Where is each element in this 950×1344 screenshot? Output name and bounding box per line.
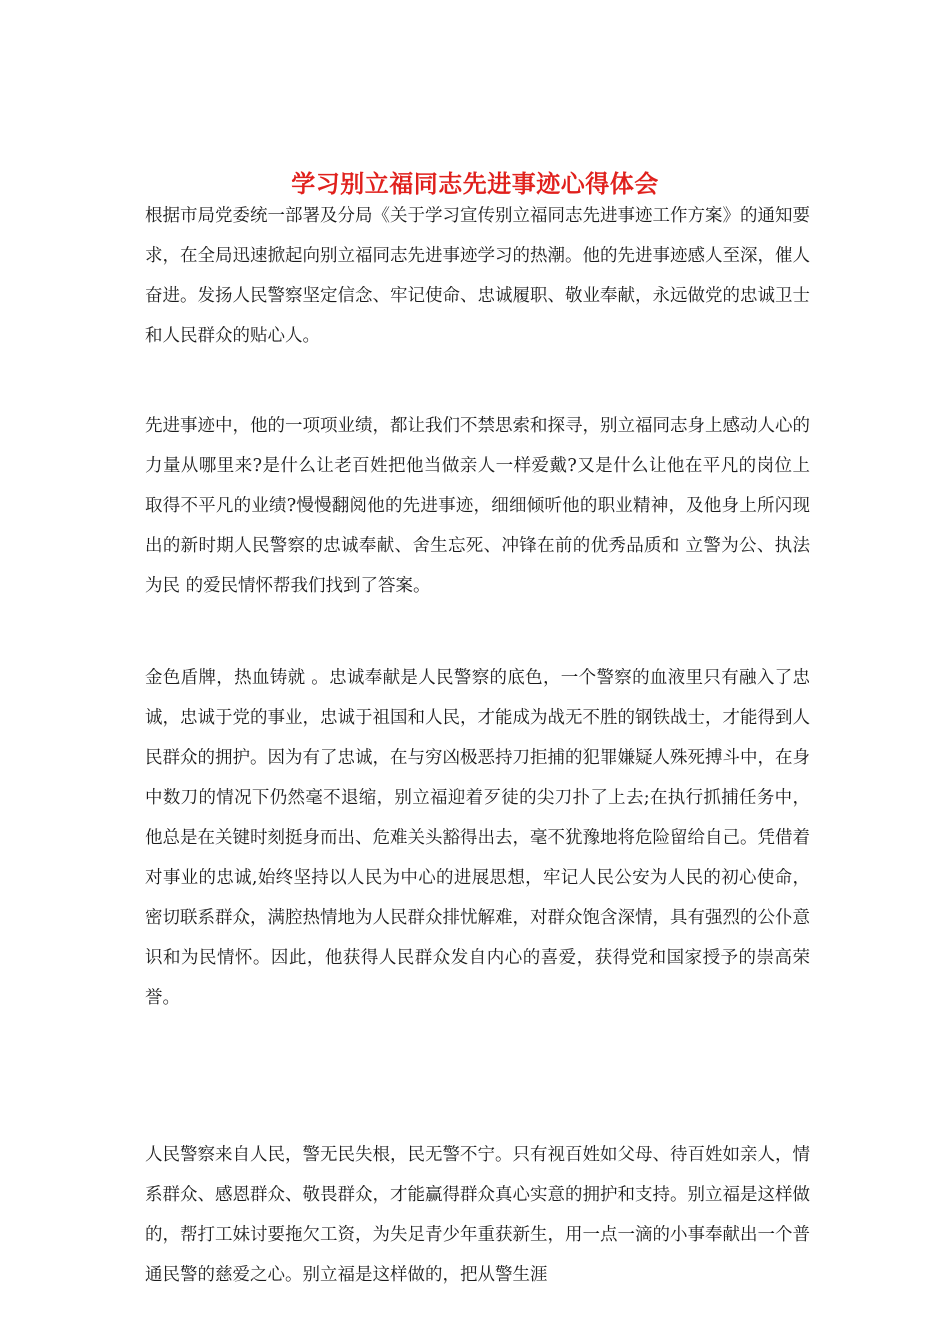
- paragraph-4: 人民警察来自人民，警无民失根，民无警不宁。只有视百姓如父母、待百姓如亲人，情系群众、感恩群众、敬畏群众，才能赢得群众真心实意的拥护和支持。别立福是这样做的，帮打工妹讨要拖欠工资，为失足青少年重获新生，用一点一滴的小事奉献出一个普通民警的慈爱之心。别立福是这样做的，把从警生涯: [145, 1145, 810, 1285]
- paragraph-1: 根据市局党委统一部署及分局《关于学习宣传别立福同志先进事迹工作方案》的通知要求，在全局迅速掀起向别立福同志先进事迹学习的热潮。他的先进事迹感人至深，催人奋进。发扬人民警察坚定信念、牢记使命、忠诚履职、敬业奉献，永远做党的忠诚卫士和人民群众的贴心人。: [145, 206, 810, 346]
- paragraph-2: 先进事迹中，他的一项项业绩，都让我们不禁思索和探寻，别立福同志身上感动人心的力量从哪里来?是什么让老百姓把他当做亲人一样爱戴?又是什么让他在平凡的岗位上取得不平凡的业绩?慢慢翻阅他的先进事迹，细细倾听他的职业精神，及他身上所闪现出的新时期人民警察的忠诚奉献、舍生忘死、冲锋在前的优秀品质和 立警为公、执法为民 的爱民情怀帮我们找到了答案。: [145, 416, 810, 596]
- document-title: 学习别立福同志先进事迹心得体会: [291, 169, 659, 199]
- paragraph-3: 金色盾牌，热血铸就 。忠诚奉献是人民警察的底色，一个警察的血液里只有融入了忠诚，忠诚于党的事业，忠诚于祖国和人民，才能成为战无不胜的钢铁战士，才能得到人民群众的拥护。因为有了忠诚，在与穷凶极恶持刀拒捕的犯罪嫌疑人殊死搏斗中，在身中数刀的情况下仍然毫不退缩，别立福迎着歹徒的尖刀扑了上去;在执行抓捕任务中，他总是在关键时刻挺身而出、危难关头豁得出去，毫不犹豫地将危险留给自己。凭借着对事业的忠诚,始终坚持以人民为中心的进展思想，牢记人民公安为人民的初心使命，密切联系群众，满腔热情地为人民群众排忧解难，对群众饱含深情，具有强烈的公仆意识和为民情怀。因此，他获得人民群众发自内心的喜爱，获得党和国家授予的崇高荣誉。: [145, 668, 810, 1008]
